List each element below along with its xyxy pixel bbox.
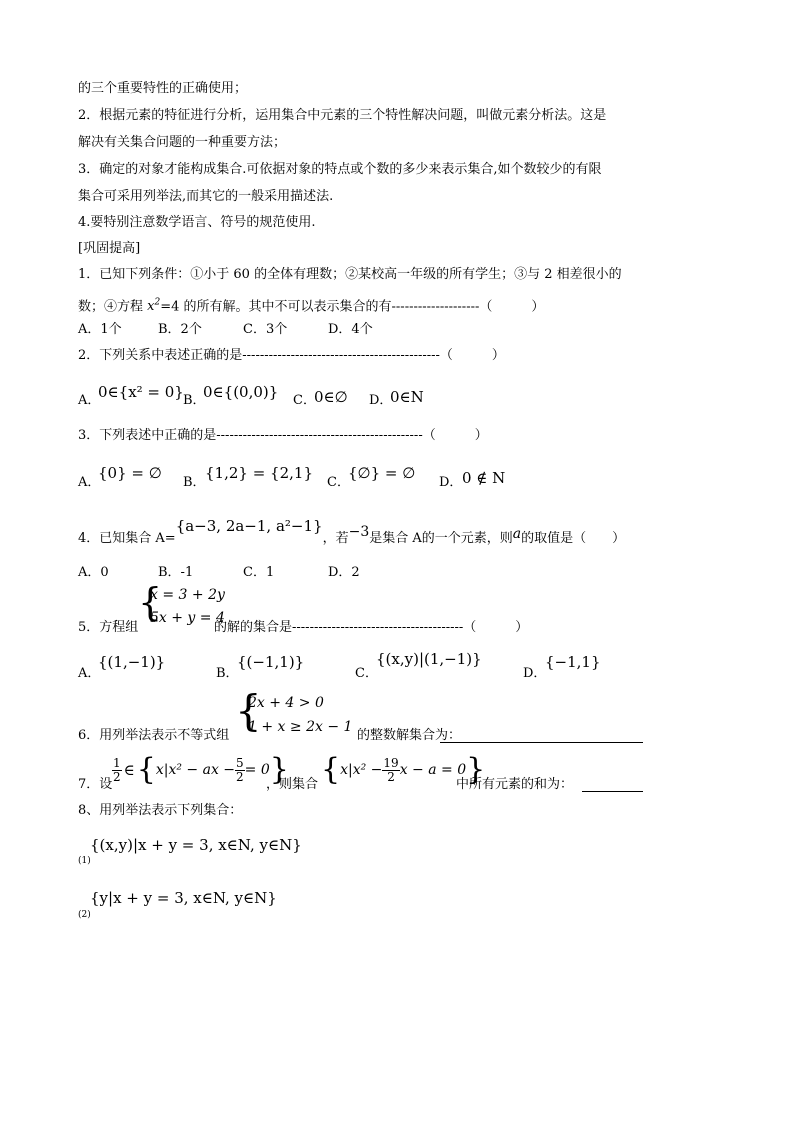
q7-set2-close: }: [466, 752, 486, 787]
q2-stem: 2．下列关系中表述正确的是---------------------------------------------（ ）: [78, 348, 505, 363]
q5-option-c-expr: {(x,y)|(1,−1)}: [376, 650, 482, 668]
text-line-2: 2．根据元素的特征进行分析，运用集合中元素的三个特性解决问题，叫做元素分析法。这是: [78, 108, 607, 123]
q7-text-a: 7．设: [78, 777, 113, 792]
q4-stem: [78, 517, 626, 548]
q7-text-b: ，则集合: [266, 777, 319, 792]
q7-expr1: [112, 750, 289, 790]
q5-option-b-label: B．: [216, 666, 239, 681]
q7-set1-open: {: [136, 752, 156, 787]
q3-option-d-label: D．: [439, 475, 463, 490]
q6-text-b: 的整数解集合为：: [357, 728, 462, 743]
text-line-3: 解决有关集合问题的一种重要方法；: [78, 135, 287, 150]
q3-option-d-expr: 0 ∉ N: [462, 469, 506, 487]
q2-option-c-label: C．: [293, 393, 316, 408]
q5-text-a: 5．方程组: [78, 620, 139, 635]
q4-neg-three: −3: [348, 524, 370, 540]
q3-option-c-expr: {∅} = ∅: [348, 464, 416, 482]
q5-option-a-expr: {(1,−1)}: [98, 653, 166, 671]
q7-set1-pre: x|x² − ax −: [155, 762, 236, 778]
q3-option-b-label: B．: [183, 475, 206, 490]
q3-option-c-label: C．: [327, 475, 350, 490]
q1-line1: 1．已知下列条件：①小于 60 的全体有理数；②某校高一年级的所有学生；③与 2 相差很小的: [78, 267, 622, 282]
q5-option-b-expr: {(−1,1)}: [237, 653, 305, 671]
section-heading: [巩固提高]: [78, 241, 141, 256]
q7-set2-open: {: [321, 752, 341, 787]
q2-option-a-expr: 0∈{x² = 0}: [98, 383, 184, 401]
q5-text-b: 的解的集合是---------------------------------------（ ）: [214, 620, 529, 635]
text-line-1: 的三个重要特性的正确使用；: [78, 81, 248, 96]
q6-answer-blank[interactable]: [440, 727, 643, 743]
text-line-4: 3．确定的对象才能构成集合.可依据对象的特点或个数的多少来表示集合,如个数较少的有限: [78, 162, 602, 177]
q7-set2-pre: x|x² −: [340, 762, 383, 778]
q5-option-d-label: D．: [523, 666, 547, 681]
q7-in-symbol: ∈: [123, 761, 135, 779]
q8-part2-expr: {y|x + y = 3, x∈N, y∈N}: [90, 889, 277, 907]
q4-option-c: C．1: [243, 565, 275, 580]
q4-var-a: a: [512, 526, 522, 542]
q4-text-c: 是集合 A的一个元素，则: [369, 531, 513, 546]
q5-brace: {: [138, 580, 163, 624]
q4-set: {a−3, 2a−1, a²−1}: [175, 517, 323, 535]
q7-set1-frac: $\frac{5}{2}$: [236, 755, 244, 784]
q3-option-a-expr: {0} = ∅: [98, 464, 162, 482]
q7-set1-post: = 0: [244, 762, 270, 778]
q5-eq2: 5x + y = 4: [150, 610, 225, 626]
q4-option-d: D．2: [328, 565, 360, 580]
q1-x-squared: $x^2$: [147, 298, 161, 315]
q2-option-c-expr: 0∈∅: [314, 388, 348, 406]
q6-ineq2: 1 + x ≥ 2x − 1: [248, 719, 353, 735]
q8-part1-label: (1): [78, 856, 91, 866]
q2-option-d-label: D．: [369, 393, 393, 408]
q7-half-frac: $\frac{1}{2}$: [113, 755, 121, 784]
q7-set2-frac: $\frac{19}{2}$: [383, 755, 399, 784]
q6-ineq1: 2x + 4 > 0: [248, 695, 324, 711]
q3-option-b-expr: {1,2} = {2,1}: [205, 464, 313, 482]
q7-set1-close: }: [269, 752, 289, 787]
q1-option-b: B．2个: [158, 322, 202, 337]
q1-option-d: D．4个: [328, 322, 373, 337]
q1-line2-a: 数；④方程: [78, 299, 148, 315]
q4-text-a: 4．已知集合 A=: [78, 531, 176, 546]
q7-set2-post: x − a = 0: [399, 762, 467, 778]
q7-text-c: 中所有元素的和为：: [456, 777, 574, 792]
q4-option-a: A．0: [78, 565, 109, 580]
q2-option-b-label: B．: [183, 393, 206, 408]
q2-option-d-expr: 0∈N: [390, 388, 424, 406]
q1-line2: [78, 294, 544, 316]
q1-line2-b: =4 的所有解。其中不可以表示集合的有--------------------（ ）: [160, 299, 545, 315]
q3-option-a-label: A．: [78, 475, 101, 490]
q5-option-d-expr: {−1,1}: [545, 653, 601, 671]
q2-option-a-label: A．: [78, 393, 101, 408]
q5-eq1: x = 3 + 2y: [150, 587, 225, 603]
q7-answer-blank[interactable]: [582, 776, 643, 792]
text-line-5: 集合可采用列举法,而其它的一般采用描述法.: [78, 189, 334, 204]
q8-stem: 8、用列举法表示下列集合：: [78, 803, 243, 818]
q6-text-a: 6．用列举法表示不等式组: [78, 728, 230, 743]
q5-option-a-label: A．: [78, 666, 101, 681]
q8-part2-label: (2): [78, 910, 91, 920]
q4-text-d: 的取值是（ ）: [521, 531, 626, 546]
q6-brace: {: [235, 686, 262, 735]
q5-option-c-label: C．: [355, 666, 378, 681]
q3-stem: 3．下列表述中正确的是-----------------------------------------------（ ）: [78, 428, 488, 443]
q8-part1-expr: {(x,y)|x + y = 3, x∈N, y∈N}: [90, 836, 302, 854]
q1-option-c: C．3个: [243, 322, 288, 337]
text-line-6: 4.要特别注意数学语言、符号的规范使用.: [78, 215, 316, 230]
q2-option-b-expr: 0∈{(0,0)}: [203, 383, 279, 401]
q4-option-b: B．-1: [158, 565, 194, 580]
q4-text-b: ，若: [322, 531, 349, 546]
q1-option-a: A．1个: [78, 322, 122, 337]
